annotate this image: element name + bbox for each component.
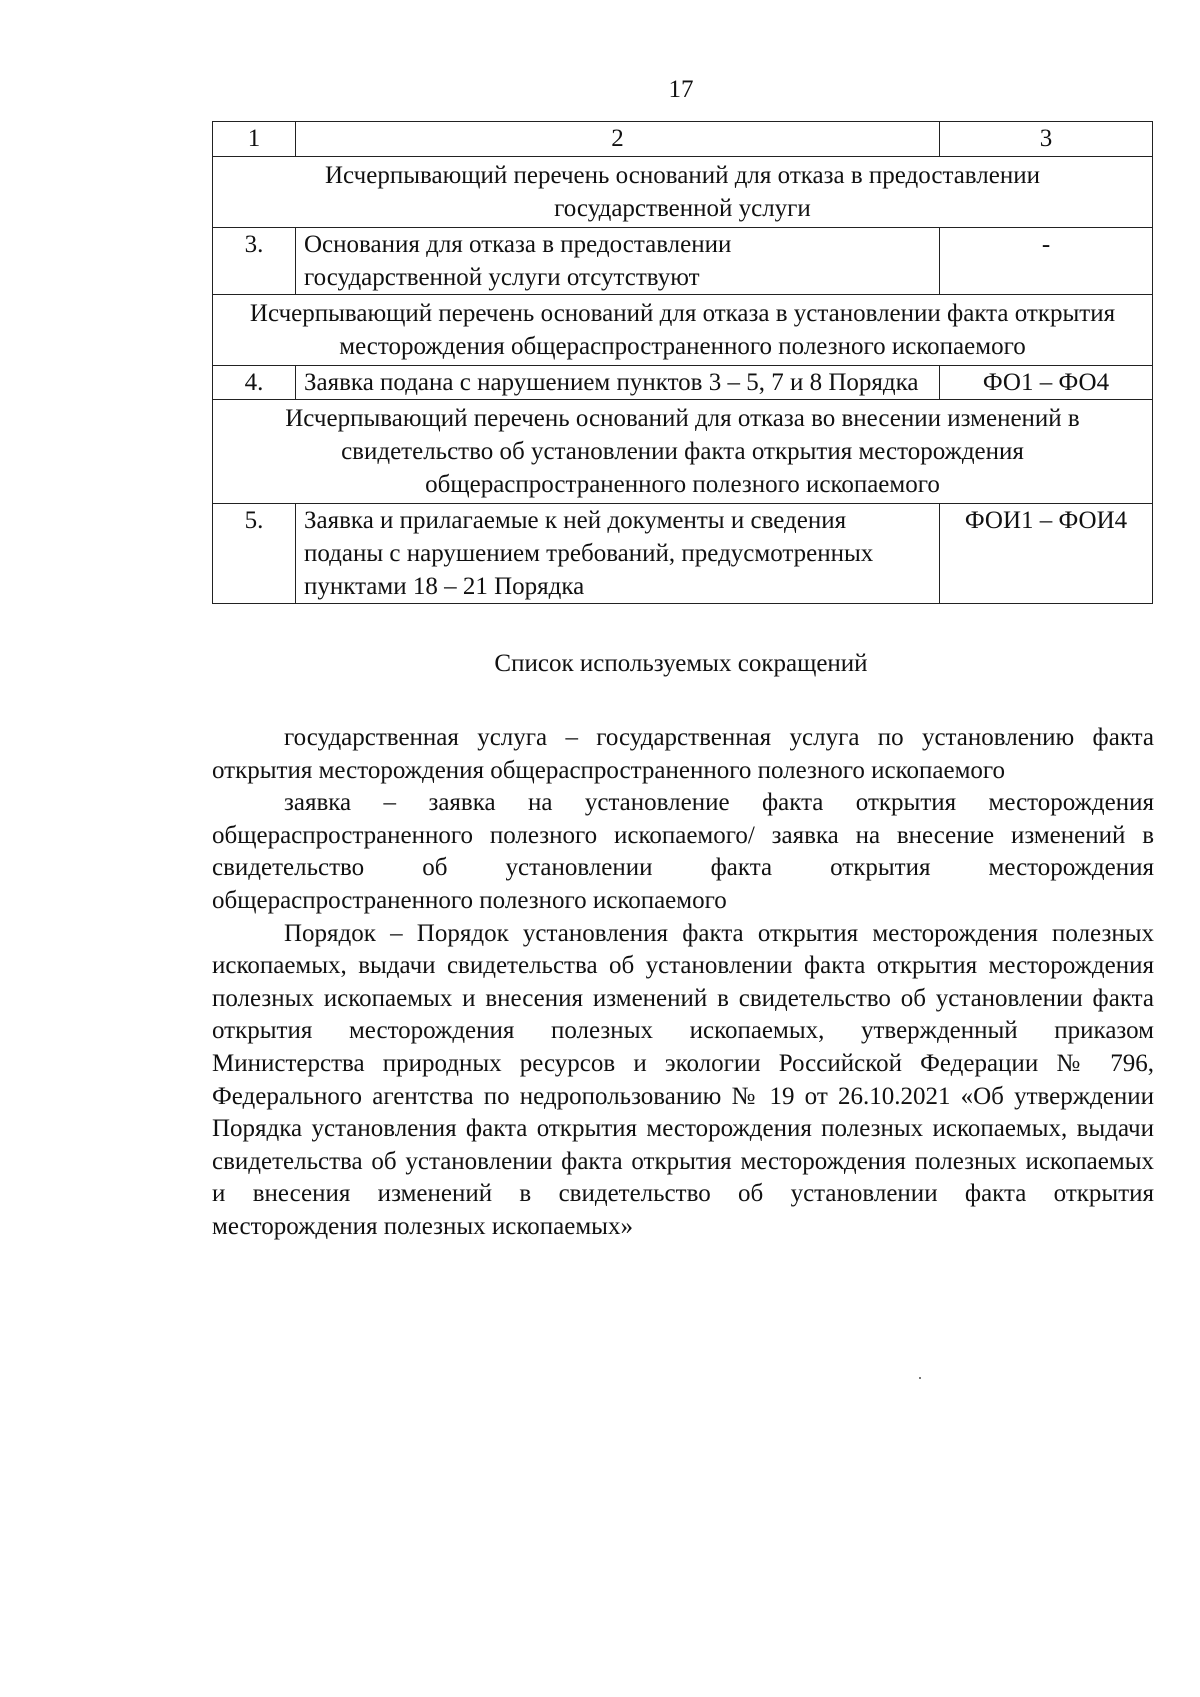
abbreviation-procedure: Порядок – Порядок установления факта открытия месторождения полезных ископаемых, выдачи свидетельства об установлении факта открытия месторождения полезных ископаемых и внесения изменений в свидетельство об установлении факта открытия месторождения полезных ископаемых, утвержденный приказом Министерства природных ресурсов и экологии Российской Федерации № 796, Федерального агентства по недропользованию № 19 от 26.10.2021 «Об утверждении Порядка установления факта открытия месторождения полезных ископаемых, выдачи свидетельства об установлении факта открытия месторождения полезных ископаемых и внесения изменений в свидетельство об установлении факта открытия месторождения полезных ископаемых» [212, 919, 1154, 1240]
row-forms: ФОИ1 – ФОИ4 [940, 504, 1153, 604]
row-text: Заявка и прилагаемые к ней документы и сведения поданы с нарушением требований, предусмотренных пунктами 18 – 21 Порядка [296, 504, 940, 604]
row-forms: ФО1 – ФО4 [940, 366, 1153, 400]
table-row [213, 228, 1153, 295]
section-heading: Исчерпывающий перечень оснований для отказа в предоставлении государственной услуги [213, 157, 1153, 228]
table-header-row [213, 122, 1153, 157]
row-number: 3. [213, 228, 296, 295]
scan-speck [919, 1377, 921, 1379]
abbreviation-application: заявка – заявка на установление факта открытия месторождения общераспространенного полезного ископаемого/ заявка на внесение изменений в свидетельство об установлении факта открытия месторождения общераспространенного полезного ископаемого [212, 789, 1154, 914]
section-heading: Исчерпывающий перечень оснований для отказа во внесении изменений в свидетельство об установлении факта открытия месторождения общераспространенного полезного ископаемого [213, 400, 1153, 504]
row-forms: - [940, 228, 1153, 295]
abbreviations-heading: Список используемых сокращений [494, 650, 868, 677]
abbreviations-list [212, 722, 1154, 1244]
table-row [213, 504, 1153, 604]
abbreviation-state-service: государственная услуга – государственная услуга по установлению факта открытия месторождения общераспространенного полезного ископаемого [212, 724, 1154, 784]
row-number: 5. [213, 504, 296, 604]
row-text: Основания для отказа в предоставлении государственной услуги отсутствуют [296, 228, 940, 295]
section-heading-row [213, 400, 1153, 504]
section-heading: Исчерпывающий перечень оснований для отказа в установлении факта открытия месторождения общераспространенного полезного ископаемого [213, 295, 1153, 366]
table-row [213, 366, 1153, 400]
row-text: Заявка подана с нарушением пунктов 3 – 5, 7 и 8 Порядка [296, 366, 940, 400]
row-number: 4. [213, 366, 296, 400]
section-heading-row [213, 157, 1153, 228]
refusal-grounds-table [212, 121, 1153, 604]
section-heading-row [213, 295, 1153, 366]
header-cell: 1 [213, 122, 296, 157]
header-cell: 3 [940, 122, 1153, 157]
header-cell: 2 [296, 122, 940, 157]
page-number: 17 [668, 76, 694, 103]
